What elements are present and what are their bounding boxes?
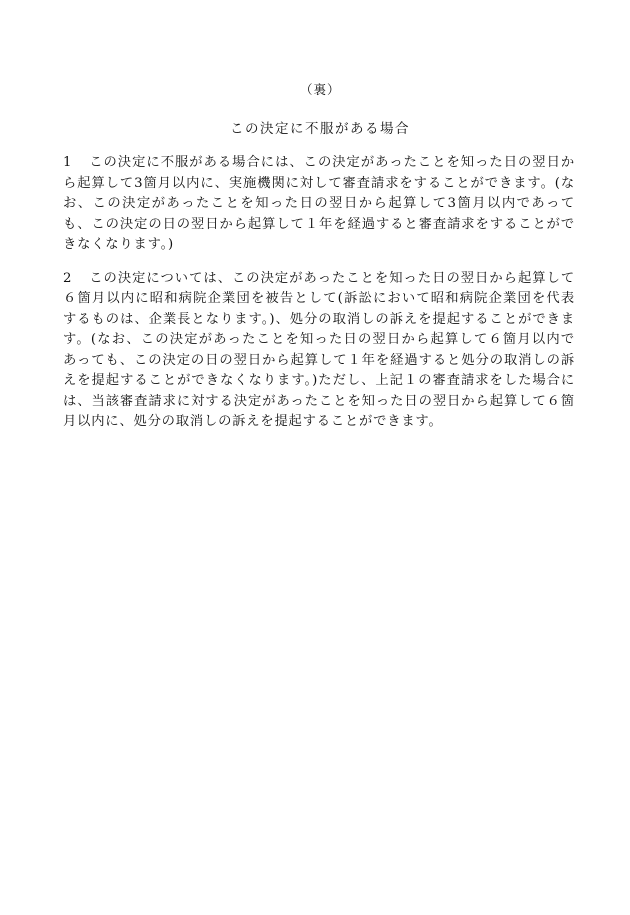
section-heading: この決定に不服がある場合 — [230, 121, 410, 137]
paragraph-text: この決定については、この決定があったことを知った日の翌日から起算して６箇月以内に昭和病院企業団を被告として(訴訟において昭和病院企業団を代表するものは、企業長となります。)、処分の取消しの訴えを提起することができます。(なお、この決定があったことを知った日の翌日から起算して６箇月以内であっても、この決定の日の翌日から起算して１年を経過すると処分の取消しの訴えを提起することができなくなります。)ただし、上記１の審査請求をした場合には、当該審査請求に対する決定があったことを知った日の翌日から起算して６箇月以内に、処分の取消しの訴えを提起することができます。 — [63, 270, 575, 429]
page-side-label: （裏） — [300, 82, 341, 97]
paragraph-1 — [63, 153, 575, 256]
paragraph-text: この決定に不服がある場合には、この決定があったことを知った日の翌日から起算して3箇月以内に、実施機関に対して審査請求をすることができます。(なお、この決定があったことを知った日の翌日から起算して3箇月以内であっても、この決定の日の翌日から起算して１年を経過すると審査請求をすることができなくなります。) — [63, 155, 575, 252]
document-body — [63, 153, 575, 446]
paragraph-2 — [63, 269, 575, 433]
paragraph-number: 1 — [63, 155, 73, 170]
paragraph-number: 2 — [63, 270, 73, 286]
